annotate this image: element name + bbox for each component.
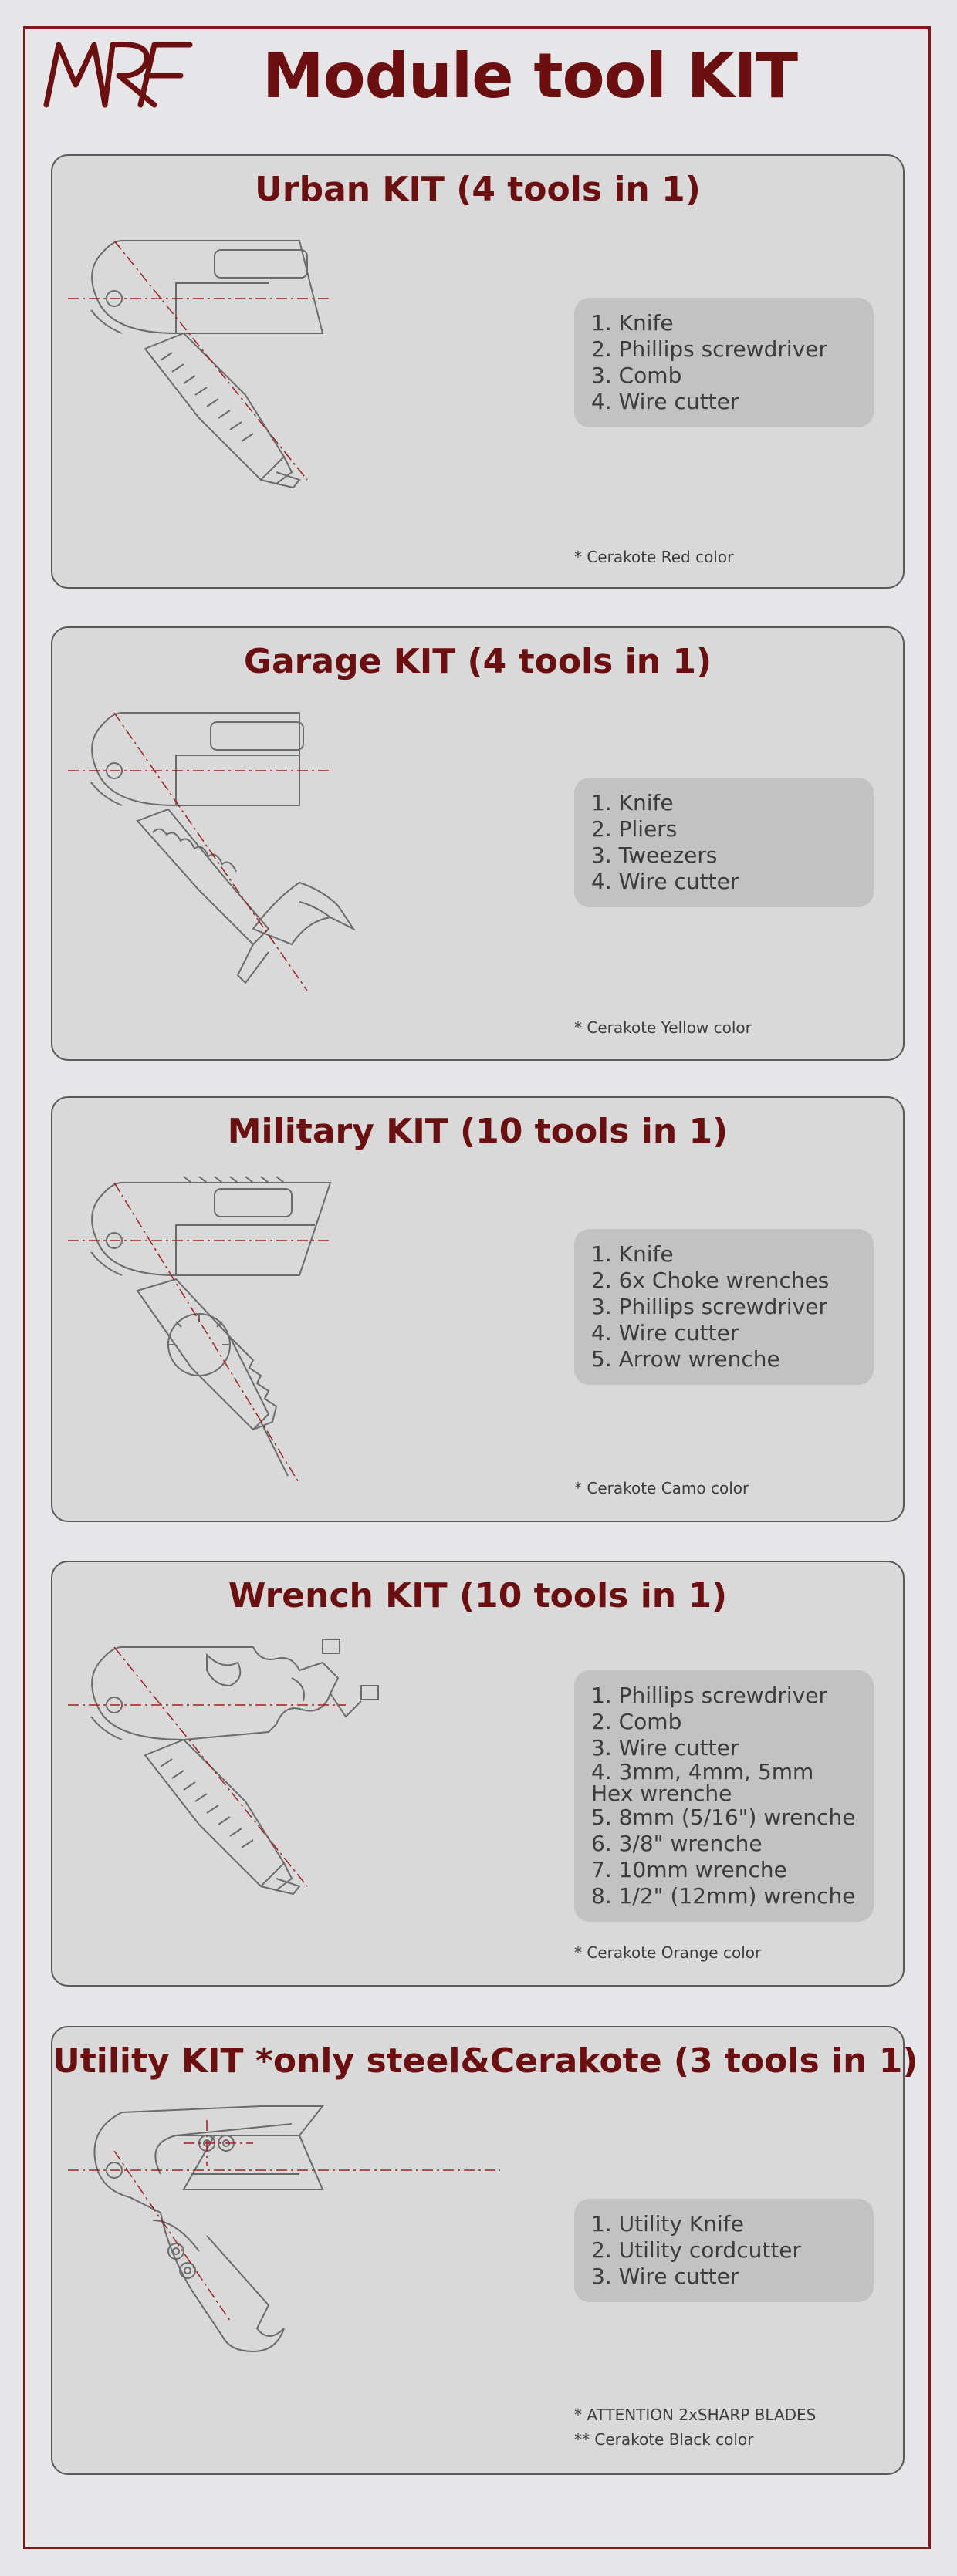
mrf-logo [39, 37, 193, 111]
kit-panel-military [51, 1096, 905, 1522]
page-title: Module tool KIT [262, 40, 798, 112]
tool-item: 1. Knife [591, 310, 674, 336]
tool-item: 4. Wire cutter [591, 389, 739, 414]
tool-list [574, 778, 874, 907]
kit-panel-garage [51, 626, 905, 1061]
color-note: * Cerakote Yellow color [574, 1018, 752, 1037]
tool-item: 1. Utility Knife [591, 2211, 744, 2237]
color-note: * Cerakote Camo color [574, 1479, 749, 1497]
tool-item: 2. Comb [591, 1709, 682, 1734]
tool-item: 4. Wire cutter [591, 1320, 739, 1345]
tool-list [574, 1229, 874, 1385]
tool-item: 2. Utility cordcutter [591, 2237, 802, 2263]
tool-item: 8. 1/2" (12mm) wrenche [591, 1883, 856, 1909]
tool-item: 3. Wire cutter [591, 1735, 739, 1761]
military-kit-drawing [68, 1167, 500, 1514]
tool-item: 7. 10mm wrenche [591, 1857, 787, 1882]
tool-item: 1. Phillips screwdriver [591, 1683, 828, 1708]
tool-item: 4. 3mm, 4mm, 5mm Hex wrenche [591, 1759, 814, 1806]
kit-title: Military KIT (10 tools in 1) [227, 1112, 729, 1151]
kit-panel-wrench [51, 1561, 905, 1987]
tool-item: 5. 8mm (5/16") wrenche [591, 1805, 856, 1830]
garage-kit-drawing [68, 697, 500, 1045]
kit-title: Urban KIT (4 tools in 1) [255, 170, 701, 209]
tool-item: 3. Comb [591, 363, 682, 388]
tool-item: 5. Arrow wrenche [591, 1346, 780, 1372]
tool-list [574, 298, 874, 427]
kit-panel-urban [51, 154, 905, 589]
tool-item: 2. Pliers [591, 816, 678, 842]
urban-kit-drawing [68, 225, 500, 572]
tool-item: 3. Phillips screwdriver [591, 1294, 828, 1319]
tool-list [574, 2199, 874, 2302]
tool-item: 3. Wire cutter [591, 2264, 739, 2289]
kit-panel-utility [51, 2026, 918, 2475]
tool-item: 3. Tweezers [591, 842, 718, 868]
tool-item: 4. Wire cutter [591, 869, 739, 894]
utility-kit-drawing [68, 2097, 500, 2460]
tool-item: 2. Phillips screwdriver [591, 336, 828, 362]
warning-note: * ATTENTION 2xSHARP BLADES [574, 2406, 817, 2424]
color-note: * Cerakote Red color [574, 548, 734, 566]
tool-item: 6. 3/8" wrenche [591, 1831, 763, 1856]
tool-item: 2. 6x Choke wrenches [591, 1268, 830, 1293]
color-note: ** Cerakote Black color [574, 2430, 754, 2449]
kit-title: Wrench KIT (10 tools in 1) [228, 1576, 728, 1615]
tool-item: 1. Knife [591, 1241, 674, 1267]
kit-title: Utility KIT *only steel&Cerakote (3 tools in 1) [52, 2041, 918, 2081]
wrench-kit-drawing [68, 1632, 500, 1979]
kit-title: Garage KIT (4 tools in 1) [243, 642, 712, 681]
color-note: * Cerakote Orange color [574, 1943, 762, 1962]
tool-list [574, 1670, 874, 1922]
tool-item: 1. Knife [591, 790, 674, 815]
